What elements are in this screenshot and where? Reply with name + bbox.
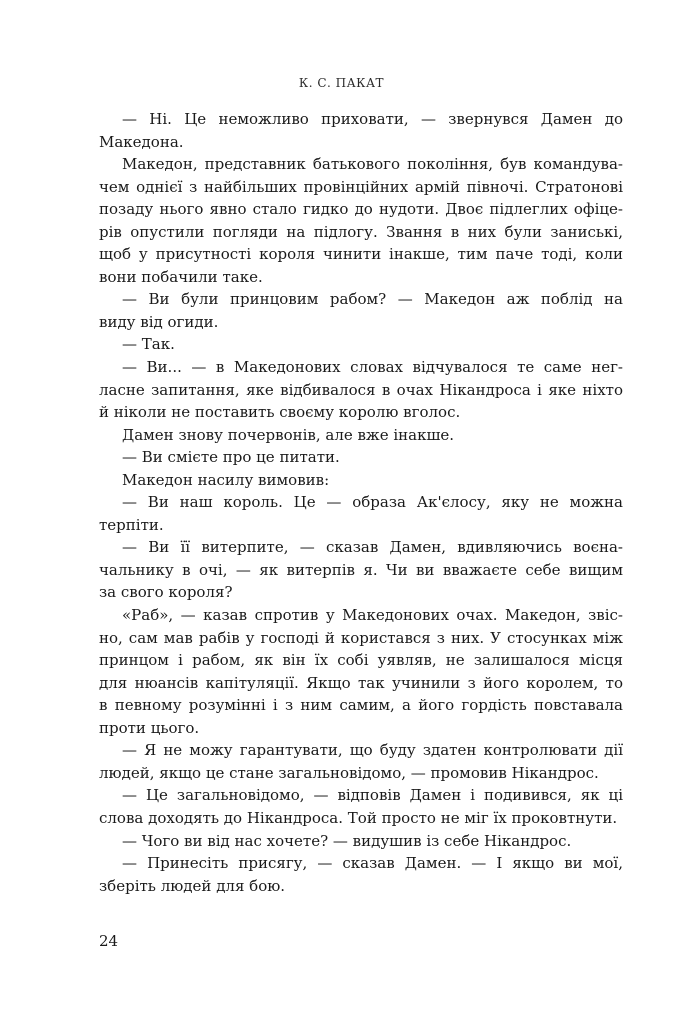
text-line: й ніколи не поставить своєму королю вголос. [99,403,461,422]
text-line: — Ви смієте про це питати. [122,448,340,467]
text-line: — Ви наш король. Це — образа Ак'єлосу, яку не можна [122,493,623,512]
text-line: — Ні. Це неможливо приховати, — звернувся Дамен до [122,110,623,128]
text-line: — Ви були принцовим рабом? — Македон аж поблід на [122,290,623,309]
text-line: чем однієї з найбільших провінційних армій півночі. Стратонові [99,177,623,196]
text-line: — Чого ви від нас хочете? — видушив із себе Нікандрос. [122,831,572,850]
text-line: виду від огиди. [99,312,219,331]
text-line: — Ви її витерпите, — сказав Дамен, вдивляючись воєна- [122,538,623,557]
text-line: — Принесіть присягу, — сказав Дамен. — І якщо ви мої, [122,854,623,873]
text-line: ласне запитання, яке відбивалося в очах Нікандроса і яке ніхто [99,380,623,399]
text-line: но, сам мав рабів у господі й користався з них. У стосунках між [99,628,623,647]
page-number: 24 [99,932,119,950]
text-line: за свого короля? [99,583,233,602]
text-line: Дамен знову почервонів, але вже інакше. [122,425,455,444]
text-line: «Раб», — казав спротив у Македонових очах. Македон, звіс- [122,606,623,625]
text-line: щоб у присутності короля чинити інакше, тим паче тоді, коли [99,245,623,264]
text-line: — Це загальновідомо, — відповів Дамен і подивився, як ці [122,786,623,805]
text-line: слова доходять до Нікандроса. Той просто не міг їх проковтнути. [99,808,618,827]
text-line: проти цього. [99,718,200,737]
text-line: вони побачили таке. [99,267,263,286]
text-line: в певному розумінні і з ним самим, а його гордість повставала [99,696,623,715]
text-line: терпіти. [99,515,164,534]
text-line: Македон насилу вимовив: [122,470,330,489]
text-line: рів опустили погляди на підлогу. Звання в них були заниські, [99,222,623,241]
text-line: зберіть людей для бою. [99,876,286,895]
text-line: позаду нього явно стало гидко до нудоти. Двоє підлеглих офіце- [99,200,623,219]
text-line: Македона. [99,132,184,151]
running-header: К. С. ПАКАТ [298,76,385,90]
text-line: — Ви... — в Македонових словах відчувалося те саме нег- [122,358,623,377]
text-line: людей, якщо це стане загальновідомо, — промовив Нікандрос. [99,763,599,782]
body-text [99,108,623,897]
text-line: — Я не можу гарантувати, що буду здатен контролювати дії [122,741,623,760]
text-line: для нюансів капітуляції. Якщо так учинили з його королем, то [99,673,623,692]
text-line: принцом і рабом, як він їх собі уявляв, не залишалося місця [99,651,623,670]
text-line: — Так. [122,335,175,354]
text-line: Македон, представник батькового покоління, був командува- [122,155,623,174]
text-line: чальнику в очі, — як витерпів я. Чи ви вважаєте себе вищим [99,560,623,579]
